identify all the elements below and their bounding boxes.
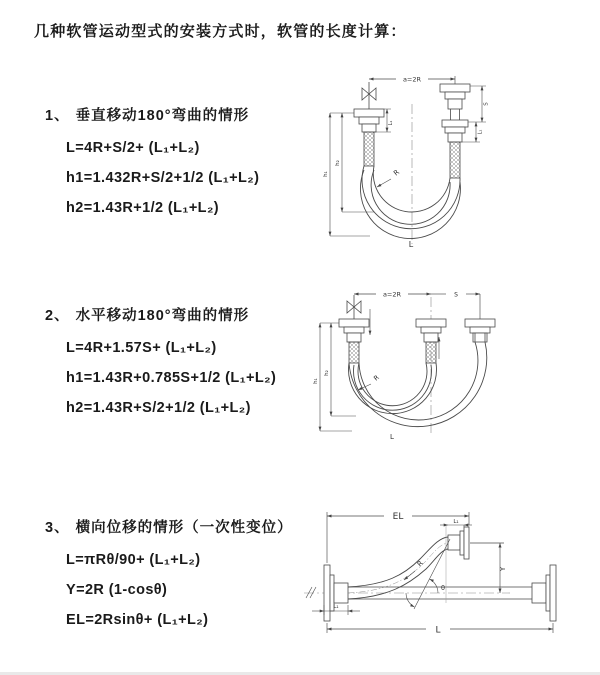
section-3-formula-L: L=πRθ/90+ (L₁+L₂) [66, 552, 201, 568]
dim-label-h1: h₁ [323, 171, 329, 177]
radius-label: R [415, 559, 425, 569]
section-1-number: 1、 [45, 108, 70, 124]
section-3-formula-Y: Y=2R (1-cosθ) [66, 582, 168, 598]
angle-label: θ [441, 584, 445, 592]
length-label: L [408, 240, 414, 249]
diagram-vertical-180-bend [312, 66, 578, 256]
section-1-title: 垂直移动180°弯曲的情形 [75, 108, 250, 124]
section-1-formula-h2: h2=1.43R+1/2 (L₁+L₂) [66, 200, 220, 216]
dim-label-el: EL [392, 512, 404, 522]
dim-label-l1-left: L₁ [388, 120, 394, 126]
section-3 [45, 516, 293, 635]
dim-label-l1-top: L₁ [453, 519, 459, 525]
right-flange-upper [448, 527, 469, 559]
dim-label-s: S [483, 102, 490, 106]
length-label: L [390, 433, 394, 441]
section-2-formula-h1: h1=1.43R+0.785S+1/2 (L₁+L₂) [66, 370, 277, 386]
section-2-heading [45, 304, 276, 325]
radius-label: R [392, 168, 402, 178]
section-1 [45, 104, 259, 223]
section-1-formula-h1: h1=1.432R+S/2+1/2 (L₁+L₂) [66, 170, 260, 186]
braided-hose-left [364, 132, 374, 166]
hose-u-bend [360, 166, 460, 239]
section-3-number: 3、 [45, 520, 70, 536]
dim-label-l1-left: L₁ [333, 604, 339, 610]
dim-label-h2: h₂ [324, 370, 330, 376]
section-2 [45, 304, 276, 423]
braided-hose-right [450, 142, 460, 178]
left-flange [324, 565, 348, 621]
dim-label-l1-right: L₁ [477, 129, 484, 135]
diagram-horizontal-180-bend [308, 281, 598, 466]
section-1-formula-L: L=4R+S/2+ (L₁+L₂) [66, 140, 200, 156]
braided-hose-middle [426, 342, 436, 363]
section-3-formula-EL: EL=2Rsinθ+ (L₁+L₂) [66, 612, 209, 628]
section-2-formula-h2: h2=1.43R+S/2+1/2 (L₁+L₂) [66, 400, 251, 416]
section-2-formula-L: L=4R+1.57S+ (L₁+L₂) [66, 340, 217, 356]
length-label: L [435, 625, 441, 636]
radius-label: R [372, 373, 381, 383]
page-title: 几种软管运动型式的安装方式时，软管的长度计算： [34, 23, 407, 40]
section-1-heading [45, 104, 259, 125]
angle-theta-construction [406, 539, 450, 609]
dim-label-h1: h₁ [313, 378, 319, 384]
middle-flange [416, 319, 446, 342]
diagram-lateral-displacement [298, 503, 593, 663]
right-flange-lower [442, 120, 468, 142]
dim-label-h2: h₂ [335, 160, 341, 166]
braided-hose-left [349, 342, 359, 363]
right-flange-upper [440, 84, 470, 109]
dim-label-s: S [454, 291, 458, 299]
left-flange [339, 319, 369, 342]
right-flange-lower [532, 565, 556, 621]
dimension-a2R-s [354, 291, 480, 319]
section-3-title: 横向位移的情形（一次性变位） [75, 520, 293, 536]
dim-label-y: Y [499, 566, 507, 572]
hose-u-bends [349, 342, 487, 427]
hose-displaced-position [348, 537, 448, 599]
section-2-number: 2、 [45, 308, 70, 324]
valve-icon [347, 295, 361, 319]
left-flange [354, 109, 384, 132]
break-mark [306, 587, 316, 598]
dim-label-a2R: a=2R [402, 75, 422, 84]
radius-leader [377, 179, 391, 187]
right-flange [465, 319, 495, 342]
section-2-title: 水平移动180°弯曲的情形 [75, 308, 250, 324]
dim-label-a2R: a=2R [382, 290, 402, 299]
valve-icon [362, 82, 376, 109]
section-3-heading [45, 516, 293, 537]
